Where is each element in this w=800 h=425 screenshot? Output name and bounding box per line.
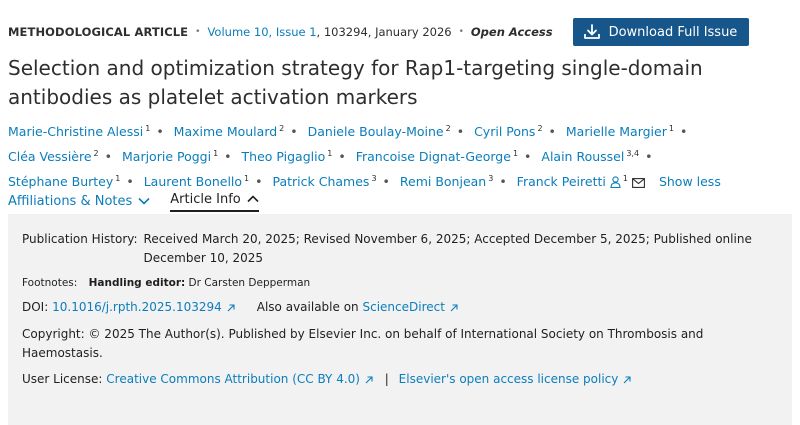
author-link[interactable]: Stéphane Burtey $^1$ xyxy=(8,174,121,190)
download-icon xyxy=(583,24,601,40)
publication-history-text: Received March 20, 2025; Revised November 6, 2025; Accepted December 5, 2025; Published online December 10, 2025 xyxy=(143,232,752,265)
author-link[interactable]: Alain Roussel $^{3,4}$ xyxy=(541,149,640,165)
issue-details: , 103294, January 2026 xyxy=(316,25,452,39)
link-separator: | xyxy=(384,372,389,386)
article-title: Selection and optimization strategy for Rap1-targeting single-domain antibodies as platelet activation markers xyxy=(8,56,703,109)
chevron-up-icon xyxy=(247,195,259,203)
copyright-notice: Copyright: © 2025 The Author(s). Published by Elsevier Inc. on behalf of International Society on Thrombosis and Haemostasis. xyxy=(22,327,704,360)
author-link[interactable]: Francoise Dignat-George $^1$ xyxy=(355,149,519,165)
author-link[interactable]: Daniele Boulay-Moine $^2$ xyxy=(307,124,451,140)
license-policy-link[interactable]: Elsevier's open access license policy xyxy=(399,372,632,386)
author-link[interactable]: Maxime Moulard $^2$ xyxy=(173,124,285,140)
tab-article-info[interactable] xyxy=(170,190,258,212)
footnotes-label: Footnotes: xyxy=(22,277,78,289)
author-list: Marie-Christine Alessi $^1$ • Maxime Moulard $^2$ • Daniele Boulay-Moine $^2$ • Cyril Pons $^2$ • Marielle Margier $^1$ • Cléa Vessière $^2$ • Marjorie Poggi $^1$ • Theo Pigaglio $^1$ • Francoise Dignat-George $^1$ • Alain Roussel $^{3,4}$ • Stéphane Burtey $^1$ • Laurent Bonello $^1$ • Patrick Chames $^3$ • Remi Bonjean $^3$ • Franck Peiretti $^1$ Show less xyxy=(8,124,721,190)
open-access-label: Open Access xyxy=(470,25,553,39)
doi-row xyxy=(22,300,778,314)
show-less-toggle[interactable]: Show less xyxy=(658,174,721,190)
article-info-panel xyxy=(8,214,792,425)
tab-affiliations-label: Affiliations & Notes xyxy=(8,193,133,209)
article-meta-row xyxy=(8,18,749,46)
user-license-row xyxy=(22,372,778,386)
separator-dot: • xyxy=(195,27,201,37)
separator-dot: • xyxy=(458,27,464,37)
author-link[interactable]: Cyril Pons $^2$ xyxy=(474,124,543,140)
cc-by-license-link[interactable]: Creative Commons Attribution (CC BY 4.0) xyxy=(106,372,373,386)
sciencedirect-link[interactable]: ScienceDirect xyxy=(362,300,457,314)
external-link-icon xyxy=(365,376,373,384)
author-link[interactable]: Remi Bonjean $^3$ xyxy=(399,174,494,190)
tab-article-info-label: Article Info xyxy=(170,191,241,207)
doi-link[interactable]: 10.1016/j.rpth.2025.103294 xyxy=(52,300,235,314)
also-available-label: Also available on xyxy=(256,300,359,314)
external-link-icon xyxy=(450,304,458,312)
tab-affiliations-notes[interactable] xyxy=(8,190,150,212)
article-tabs xyxy=(8,190,279,212)
author-link[interactable]: Laurent Bonello $^1$ xyxy=(143,174,250,190)
author-link[interactable]: Marielle Margier $^1$ xyxy=(565,124,674,140)
publication-history xyxy=(22,230,778,268)
publication-history-label: Publication History: xyxy=(22,232,138,246)
user-license-label: User License: xyxy=(22,372,103,386)
handling-editor-name: Dr Carsten Depperman xyxy=(188,277,311,289)
external-link-icon xyxy=(623,376,631,384)
author-link[interactable]: Marjorie Poggi $^1$ xyxy=(122,149,219,165)
download-button-label: Download Full Issue xyxy=(608,24,738,40)
download-full-issue-button[interactable] xyxy=(573,18,750,46)
person-icon xyxy=(610,176,621,188)
footnotes xyxy=(22,277,778,289)
doi-label: DOI: xyxy=(22,300,49,314)
author-link[interactable]: Patrick Chames $^3$ xyxy=(272,174,377,190)
handling-editor-label: Handling editor: xyxy=(88,277,186,289)
author-link[interactable]: Theo Pigaglio $^1$ xyxy=(241,149,333,165)
email-icon[interactable] xyxy=(632,178,645,188)
author-link[interactable]: Cléa Vessière $^2$ xyxy=(8,149,99,165)
author-link[interactable]: Marie-Christine Alessi $^1$ xyxy=(8,124,151,140)
external-link-icon xyxy=(227,304,235,312)
volume-link[interactable]: Volume 10, Issue 1 xyxy=(207,25,317,39)
chevron-down-icon xyxy=(138,197,150,205)
article-type: METHODOLOGICAL ARTICLE xyxy=(8,25,189,39)
corresponding-author-link[interactable]: Franck Peiretti $^1$ xyxy=(517,174,645,189)
